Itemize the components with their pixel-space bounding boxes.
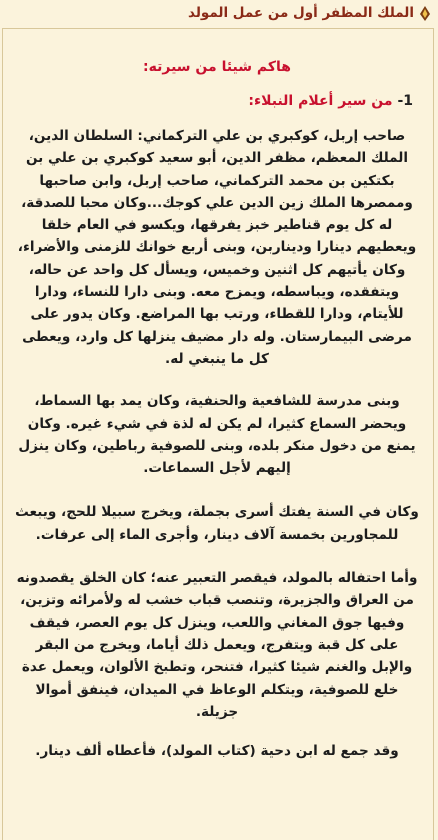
- paragraph-school: وبنى مدرسة للشافعية والحنفية، وكان يمد بها السماط، ويحضر السماع كثيرا، لم يكن له لذة في شيء غيره. وكان يمنع من دخول منكر بلده، وبنى للصوفية رباطين، وكان ينزل إليهم لأجل السماعات.: [18, 393, 416, 477]
- section-heading: [15, 93, 419, 109]
- article-title: الملك المظفر أول من عمل المولد: [188, 5, 414, 21]
- pen-nib-icon: [418, 5, 432, 21]
- section-title: من سير أعلام النبلاء:: [248, 93, 393, 109]
- paragraph-mawlid: وأما احتفاله بالمولد، فيقصر التعبير عنه؛ كان الخلق يقصدونه من العراق والجزيرة، وتنصب قباب خشب له ولأمرائه وتزين، وفيها جوق المغاني واللعب، وينزل كل يوم العصر، فيقف على كل قبة ويتفرج، ويعمل ذلك أياما، ويخرج من البقر والإبل والغنم شيئا كثيرا، فتنحر، وتطبخ الألوان، ويعمل عدة خلع للصوفية، ويتكلم الوعاظ في الميدان، فينفق أموالا جزيلة.: [16, 570, 418, 720]
- paragraph-charity: وكان في السنة يفتك أسرى بجملة، ويخرج سبيلا للحج، ويبعث للمجاورين بخمسة آلاف دينار، وأجرى الماء إلى عرفات.: [15, 504, 419, 543]
- article-body: [2, 28, 434, 840]
- intro-heading: هاكم شيئا من سيرته:: [143, 59, 291, 75]
- paragraph-ibn-dihya: وقد جمع له ابن دحية (كتاب المولد)، فأعطاه ألف دينار.: [35, 743, 399, 760]
- article-header: [0, 0, 438, 26]
- paragraph-biography: صاحب إربل، كوكبري بن علي التركماني: السلطان الدين، الملك المعظم، مظفر الدين، أبو سعيد كوكبري بن علي بن بكتكين بن محمد التركماني، صاحب إربل، وابن صاحبها وممصرها الملك زين الدين علي كوجك...وكان محبا للصدقة، له كل يوم قناطير خبز يفرقها، ويكسو في العام خلقا ويعطيهم دينارا وديناربن، وبنى أربع خوانك للزمنى والأضراء، وكان يأتيهم كل اثنين وخميس، ويسأل كل واحد عن حاله، ويتفقده، ويباسطه، ويمزح معه. وبنى دارا للنساء، ودارا للأيتام، ودارا للقطاء، ورتب بها المراضع. وكان يدور على مرضى البيمارستان. وله دار مضيف ينزلها كل وارد، ويعطى كل ما ينبغي له.: [17, 128, 417, 367]
- section-number: 1-: [397, 93, 413, 109]
